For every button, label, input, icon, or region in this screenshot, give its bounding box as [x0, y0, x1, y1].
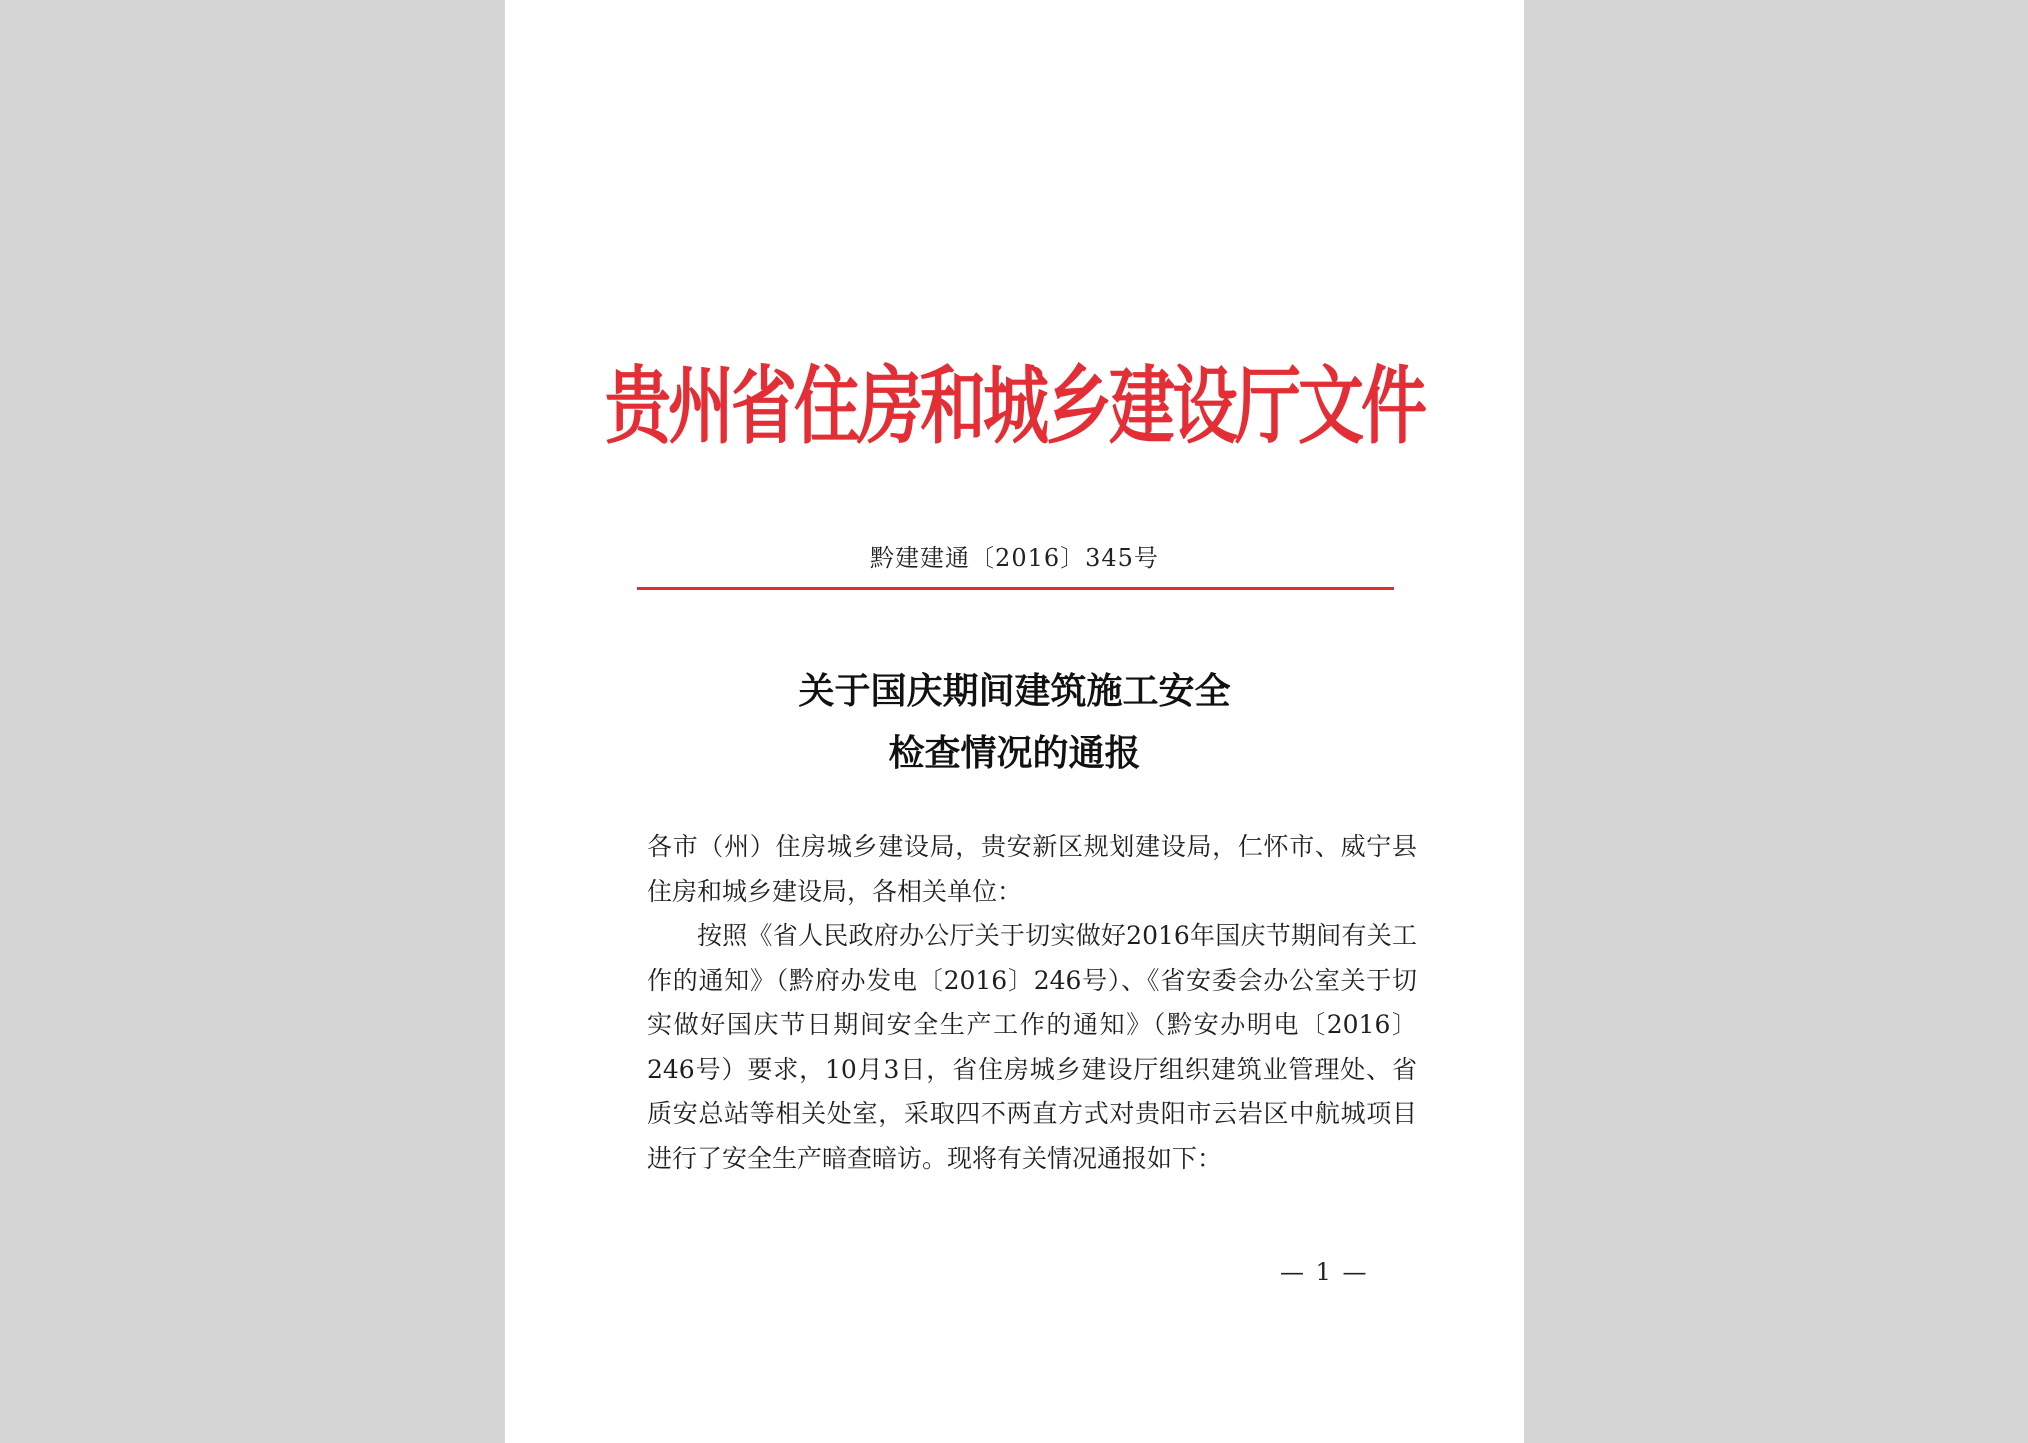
page-number: — 1 —	[1280, 1258, 1369, 1286]
issuer-header: 贵州省住房和城乡建设厅文件	[605, 357, 1424, 456]
title-line-2: 检查情况的通报	[888, 732, 1141, 774]
recipients-paragraph: 各市（州）住房城乡建设局，贵安新区规划建设局，仁怀市、威宁县住房和城乡建设局，各相关单位：	[647, 832, 1417, 906]
document-number: 黔建建通〔2016〕345号	[870, 544, 1159, 572]
document-page	[505, 0, 1524, 1443]
document-body	[647, 825, 1417, 1181]
body-paragraph-1: 按照《省人民政府办公厅关于切实做好2016年国庆节期间有关工作的通知》（黔府办发电〔2016〕246号）、《省安委会办公室关于切实做好国庆节日期间安全生产工作的通知》（黔安办明电〔2016〕246号）要求，10月3日，省住房城乡建设厅组织建筑业管理处、省质安总站等相关处室，采取四不两直方式对贵阳市云岩区中航城项目进行了安全生产暗查暗访。现将有关情况通报如下：	[647, 921, 1417, 1173]
title-line-1: 关于国庆期间建筑施工安全	[798, 670, 1231, 712]
document-title	[505, 660, 1524, 784]
red-divider	[637, 587, 1394, 590]
